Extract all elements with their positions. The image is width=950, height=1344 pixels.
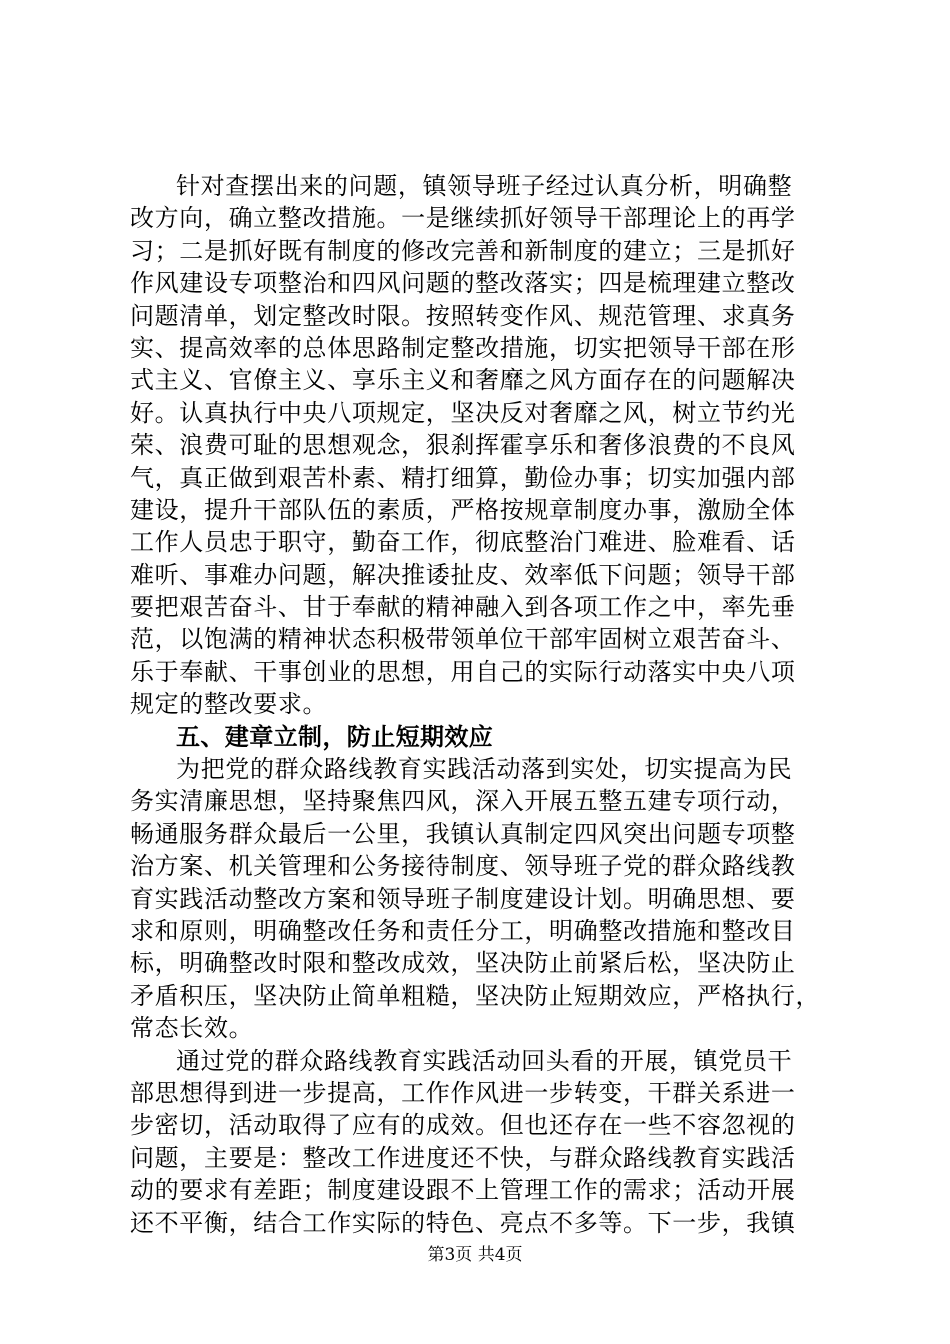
text-line: 工作人员忠于职守，勤奋工作，彻底整治门难进、脸难看、话	[130, 528, 796, 557]
text-line: 为把党的群众路线教育实践活动落到实处，切实提高为民	[176, 755, 793, 784]
text-line: 针对查摆出来的问题，镇领导班子经过认真分析，明确整	[176, 172, 793, 200]
text-line: 育实践活动整改方案和领导班子制度建设计划。明确思想、要	[130, 884, 796, 913]
text-line: 动的要求有差距；制度建设跟不上管理工作的需求；活动开展	[130, 1176, 796, 1205]
text-line: 问题，主要是：整改工作进度还不快，与群众路线教育实践活	[130, 1143, 796, 1172]
text-line: 治方案、机关管理和公务接待制度、领导班子党的群众路线教	[130, 852, 796, 881]
page-footer	[0, 1240, 950, 1265]
text-line: 荣、浪费可耻的思想观念，狠刹挥霍享乐和奢侈浪费的不良风	[130, 431, 796, 460]
text-line: 乐于奉献、干事创业的思想，用自己的实际行动落实中央八项	[130, 657, 796, 686]
text-line: 问题清单，划定整改时限。按照转变作风、规范管理、求真务	[130, 301, 796, 330]
text-line: 好。认真执行中央八项规定，坚决反对奢靡之风，树立节约光	[130, 398, 796, 427]
text-line: 务实清廉思想，坚持聚焦四风，深入开展五整五建专项行动，	[130, 787, 796, 816]
text-line: 实、提高效率的总体思路制定整改措施，切实把领导干部在形	[130, 333, 796, 362]
text-line: 作风建设专项整治和四风问题的整改落实；四是梳理建立整改	[130, 269, 796, 298]
text-line: 常态长效。	[130, 1014, 254, 1043]
text-line: 习；二是抓好既有制度的修改完善和新制度的建立；三是抓好	[130, 236, 796, 265]
text-line: 范，以饱满的精神状态积极带领单位干部牢固树立艰苦奋斗、	[130, 625, 796, 654]
text-line: 通过党的群众路线教育实践活动回头看的开展，镇党员干	[176, 1046, 793, 1075]
text-line: 还不平衡，结合工作实际的特色、亮点不多等。下一步，我镇	[130, 1208, 796, 1237]
text-line: 式主义、官僚主义、享乐主义和奢靡之风方面存在的问题解决	[130, 366, 796, 395]
paragraph	[130, 170, 830, 721]
text-line: 部思想得到进一步提高，工作作风进一步转变，干群关系进一	[130, 1078, 796, 1107]
text-line: 矛盾积压，坚决防止简单粗糙，坚决防止短期效应，严格执行，	[130, 981, 821, 1010]
text-line: 难听、事难办问题，解决推诿扯皮、效率低下问题；领导干部	[130, 560, 796, 589]
text-line: 建设，提升干部队伍的素质，严格按规章制度办事，激励全体	[130, 495, 796, 524]
text-line: 求和原则，明确整改任务和责任分工，明确整改措施和整改目	[130, 916, 796, 945]
text-line: 步密切，活动取得了应有的成效。但也还存在一些不容忽视的	[130, 1111, 796, 1140]
text-line: 规定的整改要求。	[130, 690, 328, 719]
text-line: 要把艰苦奋斗、甘于奉献的精神融入到各项工作之中，率先垂	[130, 593, 796, 622]
text-line: 标，明确整改时限和整改成效，坚决防止前紧后松，坚决防止	[130, 949, 796, 978]
paragraph	[130, 753, 830, 1045]
text-line: 畅通服务群众最后一公里，我镇认真制定四风突出问题专项整	[130, 819, 796, 848]
page-number: 第3页 共4页	[427, 1245, 523, 1265]
text-line: 气，真正做到艰苦朴素、精打细算，勤俭办事；切实加强内部	[130, 463, 796, 492]
text-line: 改方向，确立整改措施。一是继续抓好领导干部理论上的再学	[130, 204, 796, 233]
section-heading: 五、建章立制，防止短期效应	[176, 722, 494, 751]
paragraph	[130, 1045, 830, 1239]
document-body	[130, 170, 830, 1239]
